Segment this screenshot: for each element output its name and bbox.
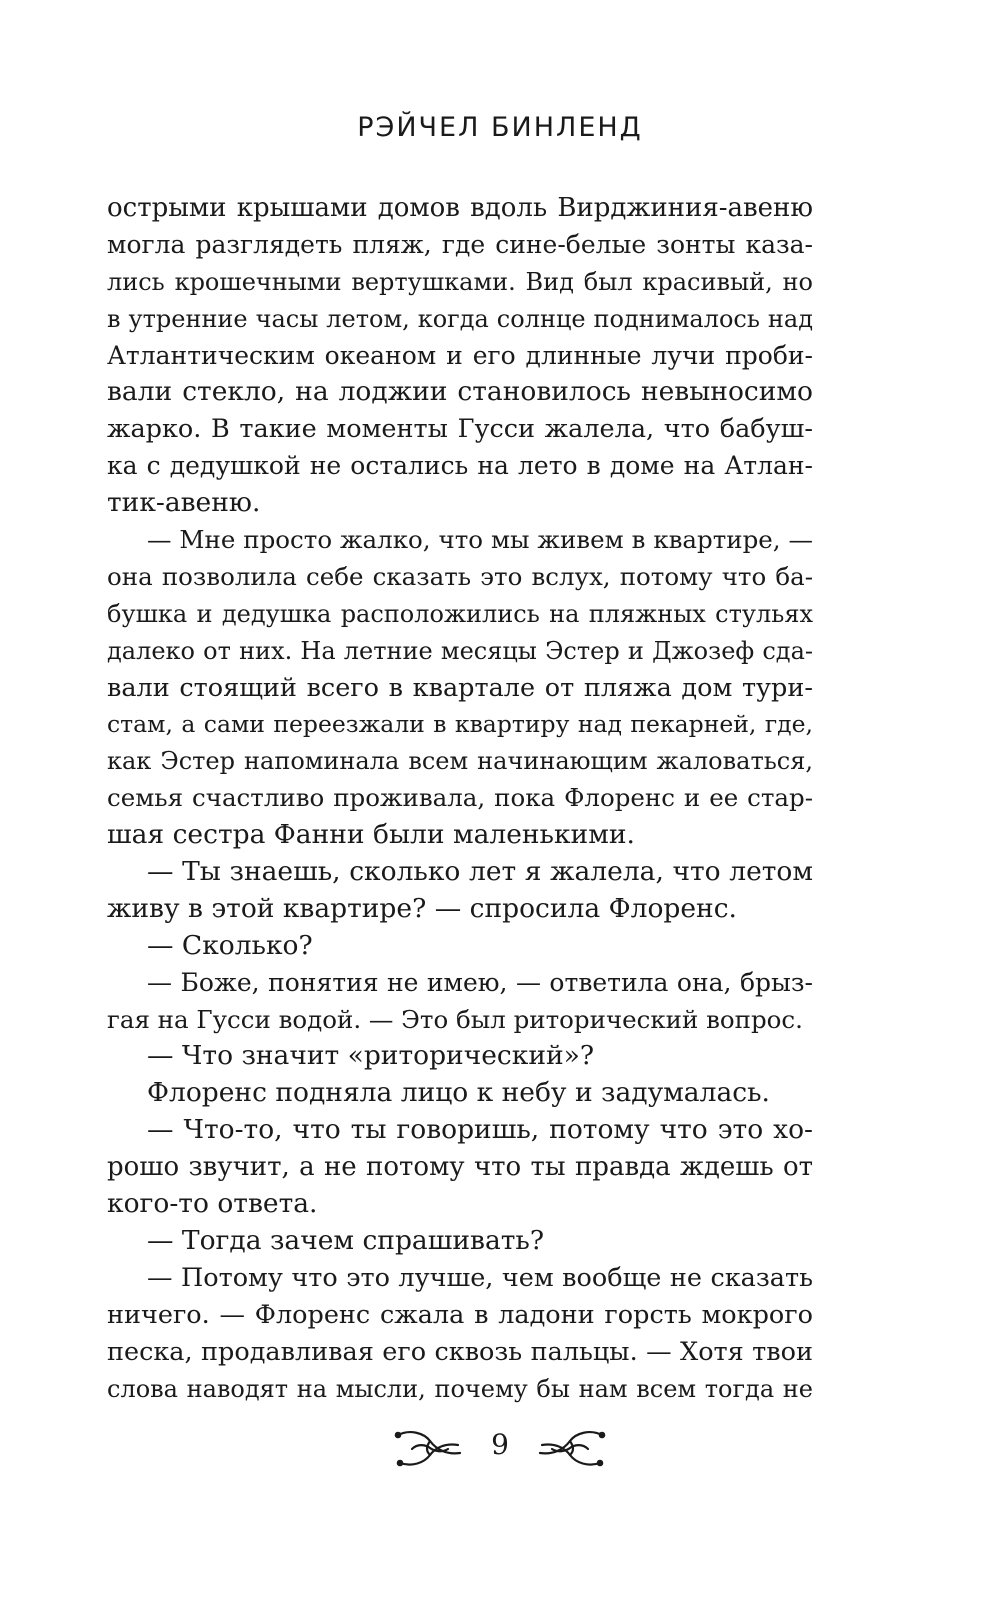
text-line: Флоренс подняла лицо к небу и задумалась. [147,1077,770,1109]
text-line: бушка и дедушка расположились на пляжных стульях [107,599,813,628]
text-line: вали стекло, на лоджии становилось невыносимо [107,376,813,408]
text-line: живу в этой квартире? — спросила Флоренс. [107,892,737,924]
running-head: РЭЙЧЕЛ БИНЛЕНД [357,112,643,143]
text-line: гая на Гусси водой. — Это был риторический вопрос. [107,1004,803,1034]
text-line: — Тогда зачем спрашивать? [147,1224,545,1256]
text-line: кого-то ответа. [107,1188,318,1220]
text-line: могла разглядеть пляж, где сине-белые зонты каза- [107,229,813,259]
body-text [107,190,813,1407]
text-line: песка, продавливая его сквозь пальцы. — Хотя твои [107,1336,813,1367]
text-line: ничего. — Флоренс сжала в ладони горсть мокрого [107,1299,813,1330]
text-line: шая сестра Фанни были маленькими. [107,819,635,851]
text-line: — Что-то, что ты говоришь, потому что это хо- [147,1114,813,1146]
text-line: как Эстер напоминала всем начинающим жаловаться, [107,747,813,776]
text-line: Атлантическим океаном и его длинные лучи проби- [107,340,813,370]
text-line: жарко. В такие моменты Гусси жалела, что бабуш- [107,414,813,445]
text-line: — Сколько? [147,929,313,961]
text-line: — Ты знаешь, сколько лет я жалела, что летом [147,856,813,888]
page-number: 9 [491,1428,509,1461]
text-line: тик-авеню. [107,487,261,519]
text-line: — Что значит «риторический»? [147,1040,595,1072]
text-line: семья счастливо проживала, пока Флоренс и ее стар- [107,783,813,813]
text-line: — Боже, понятия не имею, — ответила она, брыз- [147,967,813,997]
text-line: — Мне просто жалко, что мы живем в квартире, — [147,525,813,555]
text-line: стам, а сами переезжали в квартиру над пекарней, где, [107,710,813,739]
text-line: — Потому что это лучше, чем вообще не сказать [147,1262,813,1293]
text-line: ка с дедушкой не остались на лето в доме на Атлан- [107,451,813,481]
text-line: рошо звучит, а не потому что ты правда ждешь от [107,1152,813,1183]
text-line: острыми крышами домов вдоль Вирджиния-авеню [107,193,813,223]
text-line: лись крошечными вертушками. Вид был красивый, но [107,267,813,296]
text-line: в утренние часы летом, когда солнце поднималось над [107,304,813,333]
text-line: она позволила себе сказать это вслух, потому что ба- [107,561,813,591]
text-line: далеко от них. На летние месяцы Эстер и Джозеф сда- [107,636,813,665]
text-line: вали стоящий всего в квартале от пляжа дом тури- [107,672,813,703]
page-footer [390,1423,610,1473]
text-line: слова наводят на мысли, почему бы нам всем тогда не [107,1374,813,1403]
